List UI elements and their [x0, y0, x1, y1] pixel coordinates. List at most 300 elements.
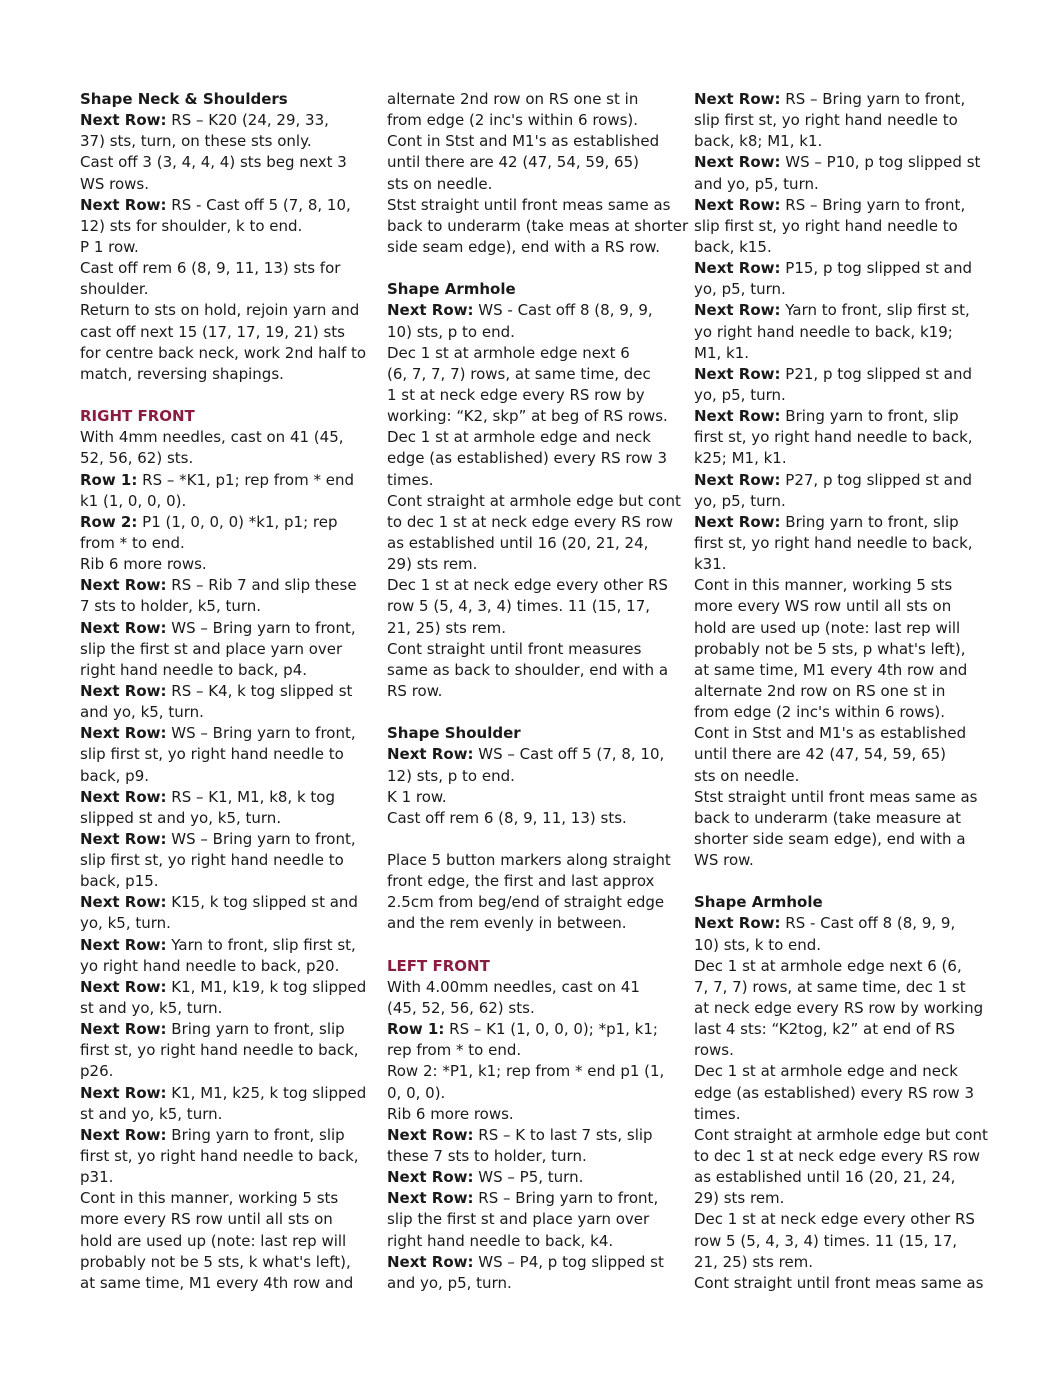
instruction-text: 1 st at neck edge every RS row by: [387, 385, 645, 404]
instruction-text: slip the first st and place yarn over: [80, 639, 343, 658]
row-label: Next Row:: [387, 1189, 474, 1208]
instruction-text: slip first st, yo right hand needle to: [80, 745, 344, 764]
text-line: [80, 850, 372, 871]
text-line: [387, 343, 679, 364]
instruction-text: WS – Bring yarn to front,: [166, 724, 356, 743]
instruction-text: 21, 25) sts rem.: [387, 618, 507, 637]
text-line: [80, 1061, 372, 1082]
instruction-text: more every RS row until all sts on: [80, 1210, 333, 1229]
instruction-text: 37) sts, turn, on these sts only.: [80, 132, 312, 151]
blank-line: [387, 829, 679, 850]
instruction-text: WS – Bring yarn to front,: [166, 618, 356, 637]
text-line: [80, 533, 372, 554]
text-line: [80, 470, 372, 491]
instruction-text: RS – Bring yarn to front,: [473, 1189, 659, 1208]
text-line: [387, 406, 679, 427]
text-line: [694, 639, 986, 660]
instruction-text: Dec 1 st at armhole edge and neck: [387, 428, 651, 447]
text-line: [387, 554, 679, 575]
text-line: [387, 892, 679, 913]
text-line: [80, 364, 372, 385]
instruction-text: first st, yo right hand needle to back,: [80, 1041, 359, 1060]
text-line: [387, 1252, 679, 1273]
instruction-text: times.: [694, 1104, 741, 1123]
text-line: [80, 1273, 372, 1294]
text-line: [80, 892, 372, 913]
row-label: Next Row:: [387, 1168, 474, 1187]
text-line: [80, 871, 372, 892]
text-line: [387, 152, 679, 173]
instruction-text: match, reversing shapings.: [80, 364, 284, 383]
text-line: [80, 913, 372, 934]
text-line: [694, 956, 986, 977]
instruction-text: Cont in this manner, working 5 sts: [80, 1189, 339, 1208]
text-line: [694, 174, 986, 195]
instruction-text: edge (as established) every RS row 3: [387, 449, 668, 468]
text-line: [387, 1019, 679, 1040]
instruction-text: k25; M1, k1.: [694, 449, 787, 468]
text-line: [694, 258, 986, 279]
text-line: [80, 110, 372, 131]
instruction-text: Place 5 button markers along straight: [387, 851, 671, 870]
text-line: [387, 195, 679, 216]
instruction-text: for centre back neck, work 2nd half to: [80, 343, 367, 362]
subsection-heading: Shape Neck & Shoulders: [80, 90, 288, 108]
text-line: [80, 512, 372, 533]
text-line: [80, 1188, 372, 1209]
instruction-text: P21, p tog slipped st and: [780, 364, 972, 383]
instruction-text: Rib 6 more rows.: [387, 1104, 514, 1123]
instruction-text: shoulder.: [80, 280, 149, 299]
instruction-text: row 5 (5, 4, 3, 4) times. 11 (15, 17,: [694, 1231, 958, 1250]
text-line: [80, 1167, 372, 1188]
row-label: Next Row:: [80, 787, 167, 806]
row-label: Next Row:: [80, 893, 167, 912]
instruction-text: 12) sts for shoulder, k to end.: [80, 216, 303, 235]
text-line: [80, 554, 372, 575]
instruction-text: Dec 1 st at armhole edge and neck: [694, 1062, 958, 1081]
row-label: Next Row:: [694, 259, 781, 278]
instruction-text: yo, p5, turn.: [694, 491, 786, 510]
text-line: [694, 1231, 986, 1252]
text-line: [80, 639, 372, 660]
instruction-text: With 4.00mm needles, cast on 41: [387, 977, 640, 996]
text-line: [694, 808, 986, 829]
text-line: [387, 766, 679, 787]
instruction-text: and yo, k5, turn.: [80, 703, 204, 722]
instruction-text: Dec 1 st at armhole edge next 6 (6,: [694, 956, 962, 975]
instruction-text: 2.5cm from beg/end of straight edge: [387, 893, 665, 912]
row-label: Next Row:: [387, 1252, 474, 1271]
instruction-text: yo right hand needle to back, p20.: [80, 956, 340, 975]
subsection-heading: Shape Armhole: [387, 280, 516, 299]
instruction-text: shorter side seam edge), end with a: [694, 829, 966, 848]
instruction-text: Bring yarn to front, slip: [780, 407, 959, 426]
text-line: [694, 850, 986, 871]
text-line: [387, 1104, 679, 1125]
instruction-text: WS – P5, turn.: [473, 1168, 584, 1187]
instruction-text: RS – *K1, p1; rep from * end: [137, 470, 354, 489]
text-line: [387, 174, 679, 195]
subsection-heading: Shape Shoulder: [387, 724, 521, 743]
instruction-text: RS – K20 (24, 29, 33,: [166, 111, 329, 130]
text-line: [694, 1125, 986, 1146]
text-line: [694, 575, 986, 596]
instruction-text: Cast off 3 (3, 4, 4, 4) sts beg next 3: [80, 153, 347, 172]
instruction-text: Cont in this manner, working 5 sts: [694, 576, 953, 595]
instruction-text: P27, p tog slipped st and: [780, 470, 972, 489]
instruction-text: last 4 sts: “K2tog, k2” at end of RS: [694, 1020, 956, 1039]
text-line: [694, 237, 986, 258]
row-label: Next Row:: [80, 1020, 167, 1039]
instruction-text: edge (as established) every RS row 3: [694, 1083, 975, 1102]
text-line: [80, 1125, 372, 1146]
text-line: [694, 892, 986, 913]
text-line: [387, 364, 679, 385]
instruction-text: WS – P10, p tog slipped st: [780, 153, 981, 172]
row-label: Next Row:: [80, 576, 167, 595]
instruction-text: working: “K2, skp” at beg of RS rows.: [387, 407, 668, 426]
instruction-text: 7, 7, 7) rows, at same time, dec 1 st: [694, 977, 966, 996]
instruction-text: RS – Bring yarn to front,: [780, 195, 966, 214]
blank-line: [387, 258, 679, 279]
instruction-text: RS – K1 (1, 0, 0, 0); *p1, k1;: [444, 1020, 658, 1039]
text-line: [694, 470, 986, 491]
section-heading: LEFT FRONT: [387, 956, 490, 975]
instruction-text: to dec 1 st at neck edge every RS row: [387, 512, 674, 531]
text-line: [80, 596, 372, 617]
text-line: [387, 1167, 679, 1188]
instruction-text: yo, k5, turn.: [80, 914, 171, 933]
instruction-text: row 5 (5, 4, 3, 4) times. 11 (15, 17,: [387, 597, 651, 616]
text-line: [387, 300, 679, 321]
instruction-text: hold are used up (note: last rep will: [80, 1231, 347, 1250]
instruction-text: Cast off rem 6 (8, 9, 11, 13) sts for: [80, 259, 341, 278]
text-line: [80, 977, 372, 998]
text-line: [80, 808, 372, 829]
instruction-text: at same time, M1 every 4th row and: [80, 1273, 354, 1292]
instruction-text: from edge (2 inc's within 6 rows).: [387, 111, 639, 130]
text-line: [80, 1104, 372, 1125]
instruction-text: With 4mm needles, cast on 41 (45,: [80, 428, 344, 447]
instruction-text: WS - Cast off 8 (8, 9, 9,: [473, 301, 653, 320]
instruction-text: and yo, p5, turn.: [694, 174, 819, 193]
instruction-text: WS row.: [694, 851, 754, 870]
column-2: [387, 89, 689, 1294]
text-line: [80, 618, 372, 639]
instruction-text: RS – Bring yarn to front,: [780, 90, 966, 108]
text-line: [694, 1040, 986, 1061]
text-line: [80, 343, 372, 364]
instruction-text: Rib 6 more rows.: [80, 555, 207, 574]
text-line: [387, 1040, 679, 1061]
text-line: [387, 1273, 679, 1294]
instruction-text: more every WS row until all sts on: [694, 597, 952, 616]
instruction-text: alternate 2nd row on RS one st in: [694, 681, 946, 700]
text-line: [387, 1231, 679, 1252]
instruction-text: from edge (2 inc's within 6 rows).: [694, 703, 946, 722]
instruction-text: same as back to shoulder, end with a: [387, 660, 669, 679]
row-label: Next Row:: [387, 301, 474, 320]
text-line: [694, 787, 986, 808]
instruction-text: RS – K to last 7 sts, slip: [473, 1125, 653, 1144]
instruction-text: Cont in Stst and M1's as established: [694, 724, 967, 743]
instruction-text: 21, 25) sts rem.: [694, 1252, 814, 1271]
text-line: [80, 702, 372, 723]
text-line: [80, 195, 372, 216]
instruction-text: Yarn to front, slip first st,: [166, 935, 356, 954]
instruction-text: probably not be 5 sts, k what's left),: [80, 1252, 351, 1271]
instruction-text: first st, yo right hand needle to back,: [80, 1147, 359, 1166]
instruction-text: K15, k tog slipped st and: [166, 893, 358, 912]
row-label: Next Row:: [694, 90, 781, 108]
text-line: [387, 470, 679, 491]
instruction-text: 10) sts, p to end.: [387, 322, 515, 341]
instruction-text: 7 sts to holder, k5, turn.: [80, 597, 262, 616]
instruction-text: p31.: [80, 1168, 114, 1187]
instruction-text: as established until 16 (20, 21, 24,: [387, 533, 649, 552]
instruction-text: Dec 1 st at armhole edge next 6: [387, 343, 630, 362]
instruction-text: 0, 0, 0).: [387, 1083, 446, 1102]
instruction-text: hold are used up (note: last rep will: [694, 618, 961, 637]
instruction-text: to dec 1 st at neck edge every RS row: [694, 1147, 981, 1166]
row-label: Next Row:: [694, 407, 781, 426]
text-line: [387, 448, 679, 469]
text-line: [387, 1125, 679, 1146]
text-line: [694, 554, 986, 575]
row-label: Next Row:: [80, 195, 167, 214]
text-line: [387, 1188, 679, 1209]
instruction-text: slipped st and yo, k5, turn.: [80, 808, 282, 827]
instruction-text: st and yo, k5, turn.: [80, 999, 223, 1018]
instruction-text: and yo, p5, turn.: [387, 1273, 512, 1292]
text-line: [694, 343, 986, 364]
text-line: [80, 1209, 372, 1230]
instruction-text: Cont straight until front meas same as: [694, 1273, 984, 1292]
row-label: Row 2:: [80, 512, 138, 531]
text-line: [80, 829, 372, 850]
text-line: [694, 1019, 986, 1040]
text-line: [694, 913, 986, 934]
row-label: Next Row:: [694, 512, 781, 531]
instruction-text: Stst straight until front meas same as: [387, 195, 671, 214]
instruction-text: rows.: [694, 1041, 734, 1060]
instruction-text: first st, yo right hand needle to back,: [694, 428, 973, 447]
text-line: [387, 237, 679, 258]
row-label: Next Row:: [694, 364, 781, 383]
text-line: [80, 89, 372, 110]
instruction-text: right hand needle to back, p4.: [80, 660, 307, 679]
instruction-text: cast off next 15 (17, 17, 19, 21) sts: [80, 322, 345, 341]
instruction-text: st and yo, k5, turn.: [80, 1104, 223, 1123]
instruction-text: RS - Cast off 8 (8, 9, 9,: [780, 914, 956, 933]
text-line: [80, 152, 372, 173]
instruction-text: back, p15.: [80, 872, 159, 891]
row-label: Next Row:: [80, 681, 167, 700]
row-label: Next Row:: [694, 914, 781, 933]
text-line: [694, 279, 986, 300]
text-line: [694, 216, 986, 237]
instruction-text: RS – K1, M1, k8, k tog: [166, 787, 336, 806]
instruction-text: Bring yarn to front, slip: [780, 512, 959, 531]
instruction-text: slip first st, yo right hand needle to: [694, 111, 958, 130]
row-label: Next Row:: [694, 195, 781, 214]
instruction-text: Cont straight at armhole edge but cont: [387, 491, 681, 510]
instruction-text: back to underarm (take measure at: [694, 808, 961, 827]
instruction-text: back, p9.: [80, 766, 150, 785]
text-line: [80, 787, 372, 808]
text-line: [694, 1104, 986, 1125]
text-line: [387, 533, 679, 554]
text-line: [387, 744, 679, 765]
text-line: [387, 681, 679, 702]
text-line: [694, 766, 986, 787]
row-label: Next Row:: [80, 724, 167, 743]
text-line: [387, 618, 679, 639]
instruction-text: at neck edge every RS row by working: [694, 999, 984, 1018]
column-1: [80, 89, 372, 1294]
text-line: [387, 787, 679, 808]
instruction-text: P15, p tog slipped st and: [780, 259, 972, 278]
text-line: [694, 195, 986, 216]
row-label: Next Row:: [694, 153, 781, 172]
instruction-text: Return to sts on hold, rejoin yarn and: [80, 301, 360, 320]
instruction-text: WS – Bring yarn to front,: [166, 829, 356, 848]
row-label: Next Row:: [694, 470, 781, 489]
instruction-text: WS rows.: [80, 174, 149, 193]
text-line: [80, 660, 372, 681]
column-3: [694, 89, 986, 1294]
instruction-text: Row 2: *P1, k1; rep from * end p1 (1,: [387, 1062, 665, 1081]
text-line: [387, 110, 679, 131]
row-label: Next Row:: [80, 829, 167, 848]
text-line: [694, 533, 986, 554]
text-line: [694, 427, 986, 448]
instruction-text: 29) sts rem.: [694, 1189, 785, 1208]
text-line: [387, 1146, 679, 1167]
instruction-text: p26.: [80, 1062, 114, 1081]
instruction-text: and the rem evenly in between.: [387, 914, 627, 933]
text-line: [694, 89, 986, 110]
text-line: [80, 1231, 372, 1252]
text-line: [694, 131, 986, 152]
text-line: [80, 1019, 372, 1040]
row-label: Next Row:: [80, 1125, 167, 1144]
instruction-text: yo right hand needle to back, k19;: [694, 322, 953, 341]
text-line: [387, 575, 679, 596]
text-line: [80, 723, 372, 744]
text-line: [387, 1083, 679, 1104]
text-line: [694, 385, 986, 406]
text-line: [80, 406, 372, 427]
instruction-text: M1, k1.: [694, 343, 750, 362]
text-line: [387, 491, 679, 512]
text-line: [694, 491, 986, 512]
instruction-text: K1, M1, k19, k tog slipped: [166, 977, 367, 996]
text-line: [387, 427, 679, 448]
text-line: [80, 427, 372, 448]
instruction-text: until there are 42 (47, 54, 59, 65): [694, 745, 946, 764]
row-label: Next Row:: [80, 935, 167, 954]
text-line: [80, 1252, 372, 1273]
instruction-text: from * to end.: [80, 533, 185, 552]
instruction-text: slip the first st and place yarn over: [387, 1210, 650, 1229]
row-label: Next Row:: [80, 618, 167, 637]
text-line: [694, 723, 986, 744]
instruction-text: probably not be 5 sts, p what's left),: [694, 639, 966, 658]
text-line: [387, 808, 679, 829]
text-line: [80, 575, 372, 596]
text-line: [387, 850, 679, 871]
text-line: [387, 322, 679, 343]
text-line: [80, 956, 372, 977]
text-line: [694, 110, 986, 131]
instruction-text: alternate 2nd row on RS one st in: [387, 90, 639, 108]
instruction-text: RS row.: [387, 681, 443, 700]
text-line: [80, 998, 372, 1019]
text-line: [387, 913, 679, 934]
instruction-text: RS – Rib 7 and slip these: [166, 576, 357, 595]
instruction-text: k1 (1, 0, 0, 0).: [80, 491, 187, 510]
text-line: [80, 1083, 372, 1104]
text-line: [80, 744, 372, 765]
text-line: [80, 322, 372, 343]
text-line: [694, 1188, 986, 1209]
instruction-text: Dec 1 st at neck edge every other RS: [387, 576, 668, 595]
instruction-text: slip first st, yo right hand needle to: [694, 216, 958, 235]
text-line: [694, 300, 986, 321]
instruction-text: yo, p5, turn.: [694, 280, 786, 299]
text-line: [387, 1061, 679, 1082]
instruction-text: K 1 row.: [387, 787, 447, 806]
instruction-text: Dec 1 st at neck edge every other RS: [694, 1210, 975, 1229]
text-line: [387, 998, 679, 1019]
text-line: [694, 1252, 986, 1273]
text-line: [80, 935, 372, 956]
row-label: Next Row:: [387, 745, 474, 764]
text-line: [387, 385, 679, 406]
text-line: [694, 829, 986, 850]
instruction-text: P 1 row.: [80, 237, 139, 256]
text-line: [694, 998, 986, 1019]
blank-line: [387, 935, 679, 956]
subsection-heading: Shape Armhole: [694, 893, 823, 912]
text-line: [694, 1273, 986, 1294]
instruction-text: rep from * to end.: [387, 1041, 522, 1060]
text-line: [387, 1209, 679, 1230]
text-line: [387, 131, 679, 152]
row-label: Row 1:: [387, 1020, 445, 1039]
text-line: [694, 660, 986, 681]
instruction-text: Stst straight until front meas same as: [694, 787, 978, 806]
instruction-text: side seam edge), end with a RS row.: [387, 237, 660, 256]
text-line: [694, 512, 986, 533]
instruction-text: as established until 16 (20, 21, 24,: [694, 1168, 956, 1187]
text-line: [387, 279, 679, 300]
instruction-text: (45, 52, 56, 62) sts.: [387, 999, 535, 1018]
text-line: [387, 596, 679, 617]
text-line: [387, 512, 679, 533]
row-label: Next Row:: [387, 1125, 474, 1144]
text-line: [80, 131, 372, 152]
text-line: [387, 871, 679, 892]
instruction-text: Bring yarn to front, slip: [166, 1020, 345, 1039]
instruction-text: Cont in Stst and M1's as established: [387, 132, 660, 151]
instruction-text: yo, p5, turn.: [694, 385, 786, 404]
text-line: [694, 618, 986, 639]
text-line: [80, 216, 372, 237]
instruction-text: Yarn to front, slip first st,: [780, 301, 970, 320]
